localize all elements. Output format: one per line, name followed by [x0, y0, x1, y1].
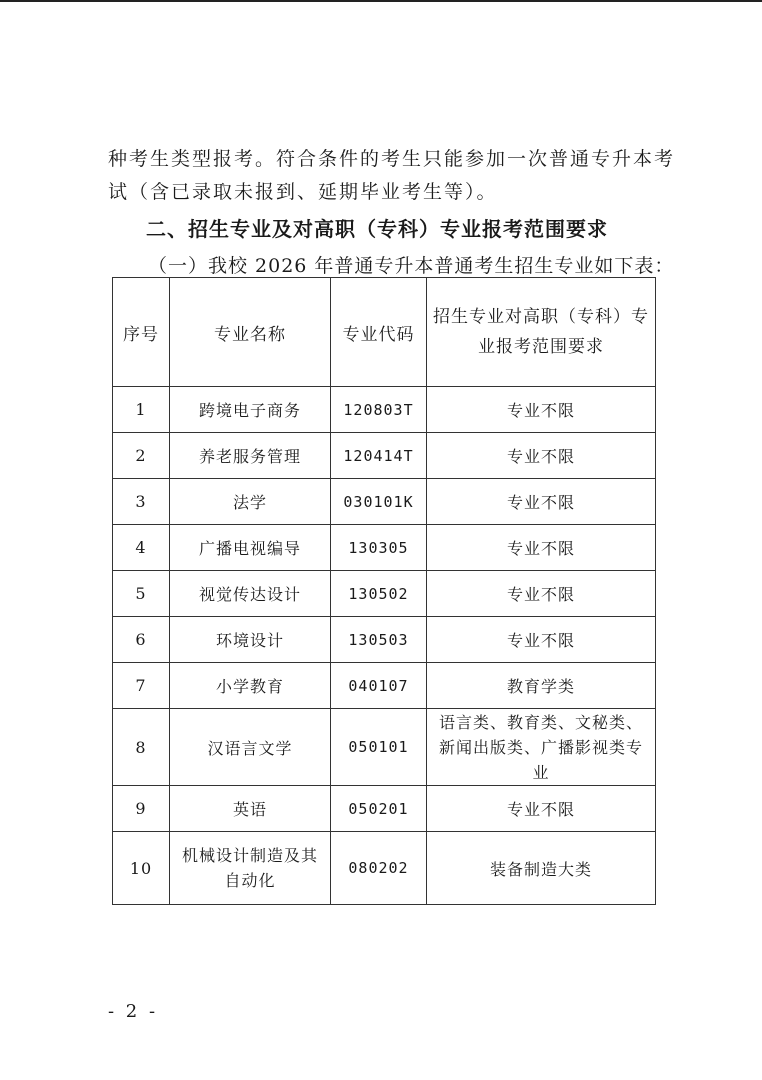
table-row	[113, 786, 656, 832]
cell-requirement: 专业不限	[427, 479, 656, 525]
cell-requirement: 专业不限	[427, 433, 656, 479]
header-requirement: 招生专业对高职（专科）专业报考范围要求	[427, 278, 656, 387]
top-border	[0, 0, 762, 2]
cell-index: 7	[113, 663, 170, 709]
cell-major-code: 050201	[331, 786, 427, 832]
cell-index: 2	[113, 433, 170, 479]
cell-requirement: 语言类、教育类、文秘类、新闻出版类、广播影视类专业	[427, 709, 656, 786]
table-row	[113, 663, 656, 709]
table-row	[113, 617, 656, 663]
table-row	[113, 571, 656, 617]
cell-major-name: 法学	[170, 479, 331, 525]
cell-index: 5	[113, 571, 170, 617]
cell-major-code: 050101	[331, 709, 427, 786]
table-header-row	[113, 278, 656, 387]
table-row	[113, 433, 656, 479]
cell-index: 8	[113, 709, 170, 786]
cell-major-name: 汉语言文学	[170, 709, 331, 786]
cell-major-name: 视觉传达设计	[170, 571, 331, 617]
cell-major-code: 130502	[331, 571, 427, 617]
header-index: 序号	[113, 278, 170, 387]
table-row	[113, 479, 656, 525]
header-major-code: 专业代码	[331, 278, 427, 387]
table-row	[113, 525, 656, 571]
cell-requirement: 教育学类	[427, 663, 656, 709]
body-text-line-2: 试（含已录取未报到、延期毕业考生等）。	[108, 181, 498, 203]
cell-index: 6	[113, 617, 170, 663]
cell-requirement: 专业不限	[427, 786, 656, 832]
cell-index: 10	[113, 832, 170, 905]
body-text-line-1: 种考生类型报考。符合条件的考生只能参加一次普通专升本考	[108, 148, 676, 170]
cell-major-name: 机械设计制造及其自动化	[170, 832, 331, 905]
cell-requirement: 专业不限	[427, 525, 656, 571]
cell-requirement: 专业不限	[427, 387, 656, 433]
table-row	[113, 832, 656, 905]
cell-index: 9	[113, 786, 170, 832]
cell-requirement: 专业不限	[427, 617, 656, 663]
cell-major-name: 小学教育	[170, 663, 331, 709]
cell-requirement: 装备制造大类	[427, 832, 656, 905]
cell-index: 4	[113, 525, 170, 571]
cell-major-code: 130305	[331, 525, 427, 571]
cell-major-code: 030101K	[331, 479, 427, 525]
cell-major-name: 广播电视编导	[170, 525, 331, 571]
cell-index: 1	[113, 387, 170, 433]
section-heading: 二、招生专业及对高职（专科）专业报考范围要求	[146, 217, 608, 241]
cell-major-name: 跨境电子商务	[170, 387, 331, 433]
table-row	[113, 387, 656, 433]
cell-major-name: 环境设计	[170, 617, 331, 663]
cell-major-code: 120803T	[331, 387, 427, 433]
cell-index: 3	[113, 479, 170, 525]
header-major-name: 专业名称	[170, 278, 331, 387]
cell-major-name: 英语	[170, 786, 331, 832]
cell-major-code: 080202	[331, 832, 427, 905]
majors-table	[112, 277, 656, 905]
table-row	[113, 709, 656, 786]
cell-requirement: 专业不限	[427, 571, 656, 617]
cell-major-code: 120414T	[331, 433, 427, 479]
subsection-heading: （一）我校 2026 年普通专升本普通考生招生专业如下表：	[148, 255, 675, 277]
page-number: - 2 -	[108, 1001, 159, 1022]
cell-major-code: 130503	[331, 617, 427, 663]
cell-major-code: 040107	[331, 663, 427, 709]
cell-major-name: 养老服务管理	[170, 433, 331, 479]
